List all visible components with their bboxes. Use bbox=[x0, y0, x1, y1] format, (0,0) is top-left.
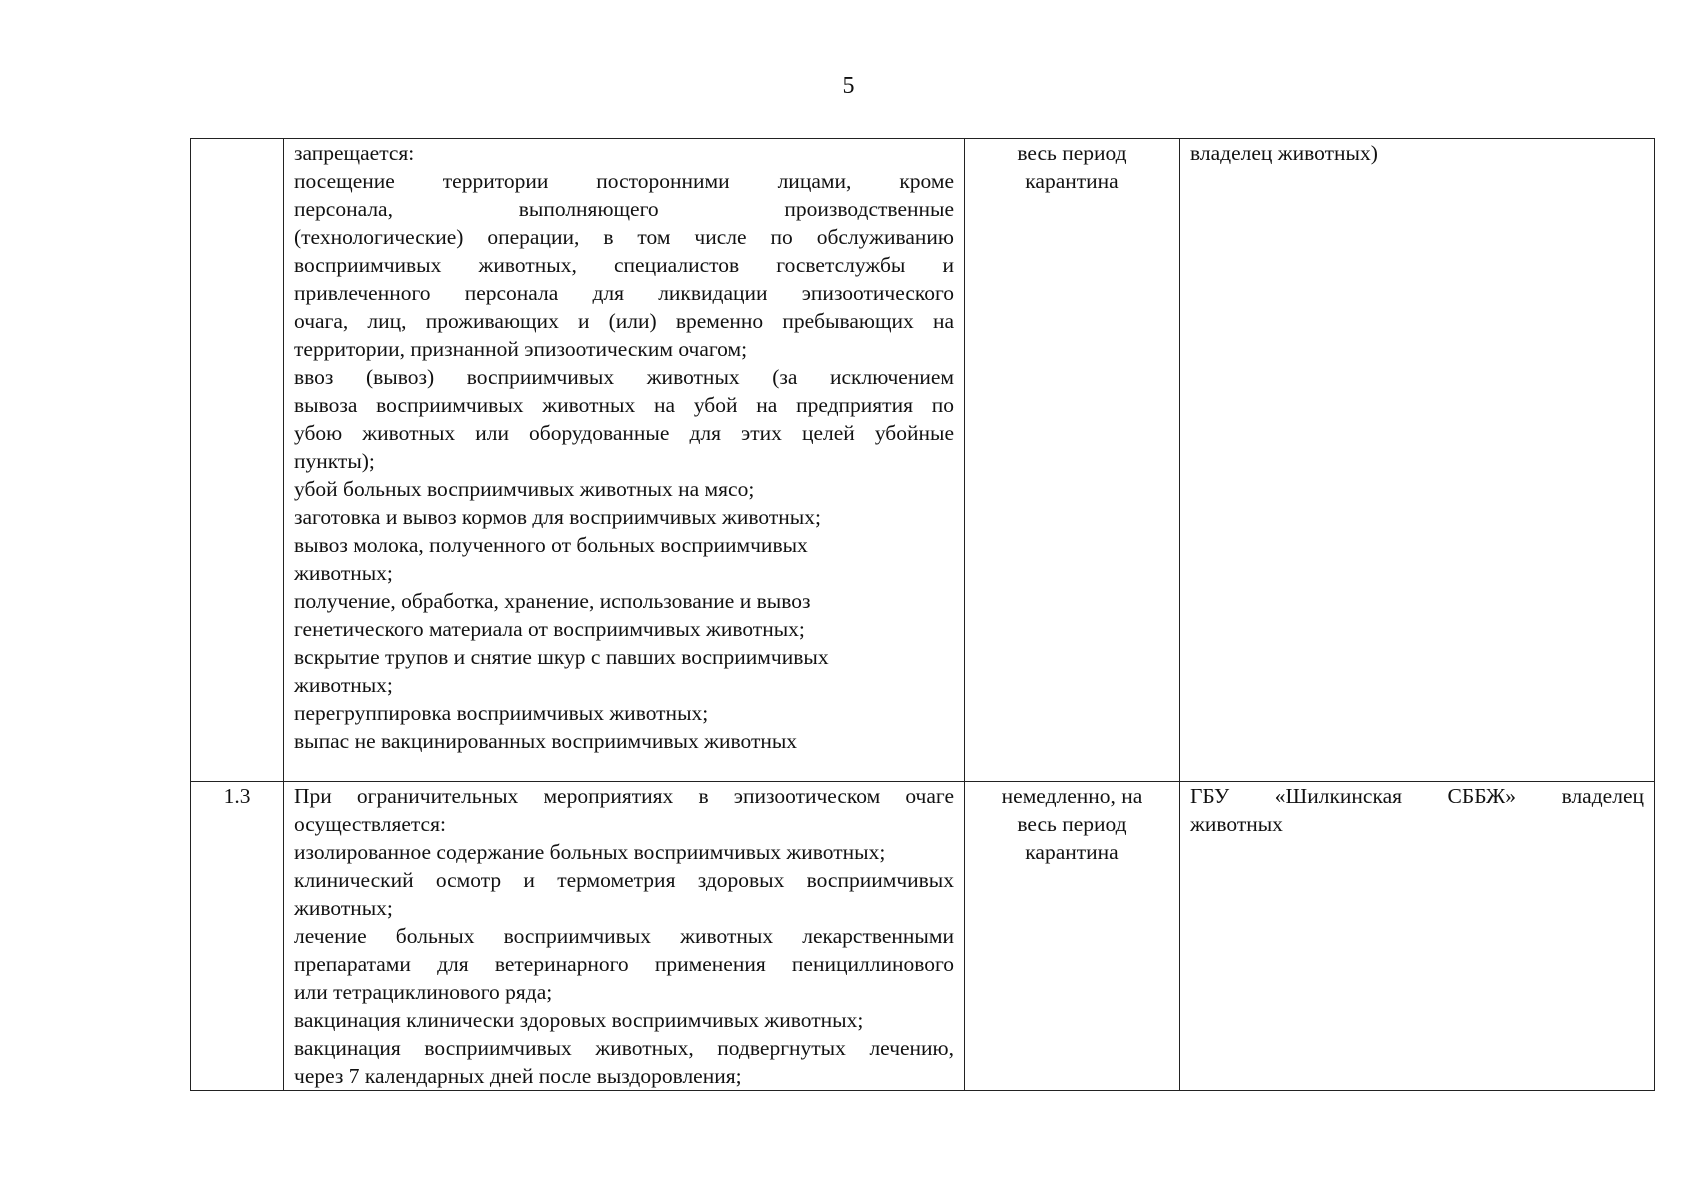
text-line: вакцинация восприимчивых животных, подвергнутых лечению, bbox=[294, 1036, 954, 1060]
text-line: пункты); bbox=[294, 449, 375, 473]
text-line: животных; bbox=[294, 896, 393, 920]
text-line: привлеченного персонала для ликвидации эпизоотического bbox=[294, 281, 954, 305]
text-line: очага, лиц, проживающих и (или) временно пребывающих на bbox=[294, 309, 954, 333]
text-line: ГБУ «Шилкинская СББЖ» владелец bbox=[1190, 784, 1644, 808]
text-line: перегруппировка восприимчивых животных; bbox=[294, 701, 709, 725]
responsible-cell bbox=[1180, 139, 1655, 782]
text-line: генетического материала от восприимчивых животных; bbox=[294, 617, 805, 641]
text-line: животных; bbox=[294, 561, 393, 585]
text-line: животных; bbox=[294, 673, 393, 697]
text-line: вывоз молока, полученного от больных восприимчивых bbox=[294, 533, 808, 557]
text-line: получение, обработка, хранение, использование и вывоз bbox=[294, 589, 811, 613]
text-line: немедленно, на bbox=[1001, 784, 1143, 808]
responsible-cell bbox=[1180, 782, 1655, 1091]
text-line: через 7 календарных дней после выздоровления; bbox=[294, 1064, 742, 1088]
measures-cell bbox=[284, 139, 965, 782]
text-line: изолированное содержание больных восприимчивых животных; bbox=[294, 840, 886, 864]
text-line: вывоза восприимчивых животных на убой на предприятия по bbox=[294, 393, 954, 417]
text-line: вскрытие трупов и снятие шкур с павших восприимчивых bbox=[294, 645, 829, 669]
row-number-cell: 1.3 bbox=[191, 782, 284, 1091]
text-line: осуществляется: bbox=[294, 812, 446, 836]
text-line: персонала, выполняющего производственные bbox=[294, 197, 954, 221]
text-line: (технологические) операции, в том числе по обслуживанию bbox=[294, 225, 954, 249]
text-line: карантина bbox=[1025, 840, 1119, 864]
term-cell bbox=[965, 139, 1180, 782]
text-line: или тетрациклинового ряда; bbox=[294, 980, 553, 1004]
row-number-cell bbox=[191, 139, 284, 782]
text-line: убой больных восприимчивых животных на мясо; bbox=[294, 477, 755, 501]
text-line: карантина bbox=[1025, 169, 1119, 193]
text-line: весь период bbox=[1017, 141, 1127, 165]
text-line: ввоз (вывоз) восприимчивых животных (за исключением bbox=[294, 365, 954, 389]
text-line: клинический осмотр и термометрия здоровых восприимчивых bbox=[294, 868, 954, 892]
text-line: запрещается: bbox=[294, 141, 415, 165]
text-line: территории, признанной эпизоотическим очагом; bbox=[294, 337, 748, 361]
page-number: 5 bbox=[842, 73, 855, 99]
text-line: владелец животных) bbox=[1190, 141, 1378, 165]
text-line: препаратами для ветеринарного применения пенициллинового bbox=[294, 952, 954, 976]
text-line: убою животных или оборудованные для этих целей убойные bbox=[294, 421, 954, 445]
text-line: посещение территории посторонними лицами, кроме bbox=[294, 169, 954, 193]
text-line: заготовка и вывоз кормов для восприимчивых животных; bbox=[294, 505, 821, 529]
term-cell bbox=[965, 782, 1180, 1091]
text-line: вакцинация клинически здоровых восприимчивых животных; bbox=[294, 1008, 864, 1032]
text-line: весь период bbox=[1017, 812, 1127, 836]
table-row bbox=[191, 139, 1655, 782]
text-line: При ограничительных мероприятиях в эпизоотическом очаге bbox=[294, 784, 954, 808]
text-line: животных bbox=[1190, 812, 1283, 836]
table-row bbox=[191, 782, 1655, 1091]
text-line: выпас не вакцинированных восприимчивых животных bbox=[294, 729, 798, 753]
measures-cell bbox=[284, 782, 965, 1091]
measures-table bbox=[190, 138, 1655, 1091]
text-line: лечение больных восприимчивых животных лекарственными bbox=[294, 924, 954, 948]
text-line: восприимчивых животных, специалистов госветслужбы и bbox=[294, 253, 954, 277]
